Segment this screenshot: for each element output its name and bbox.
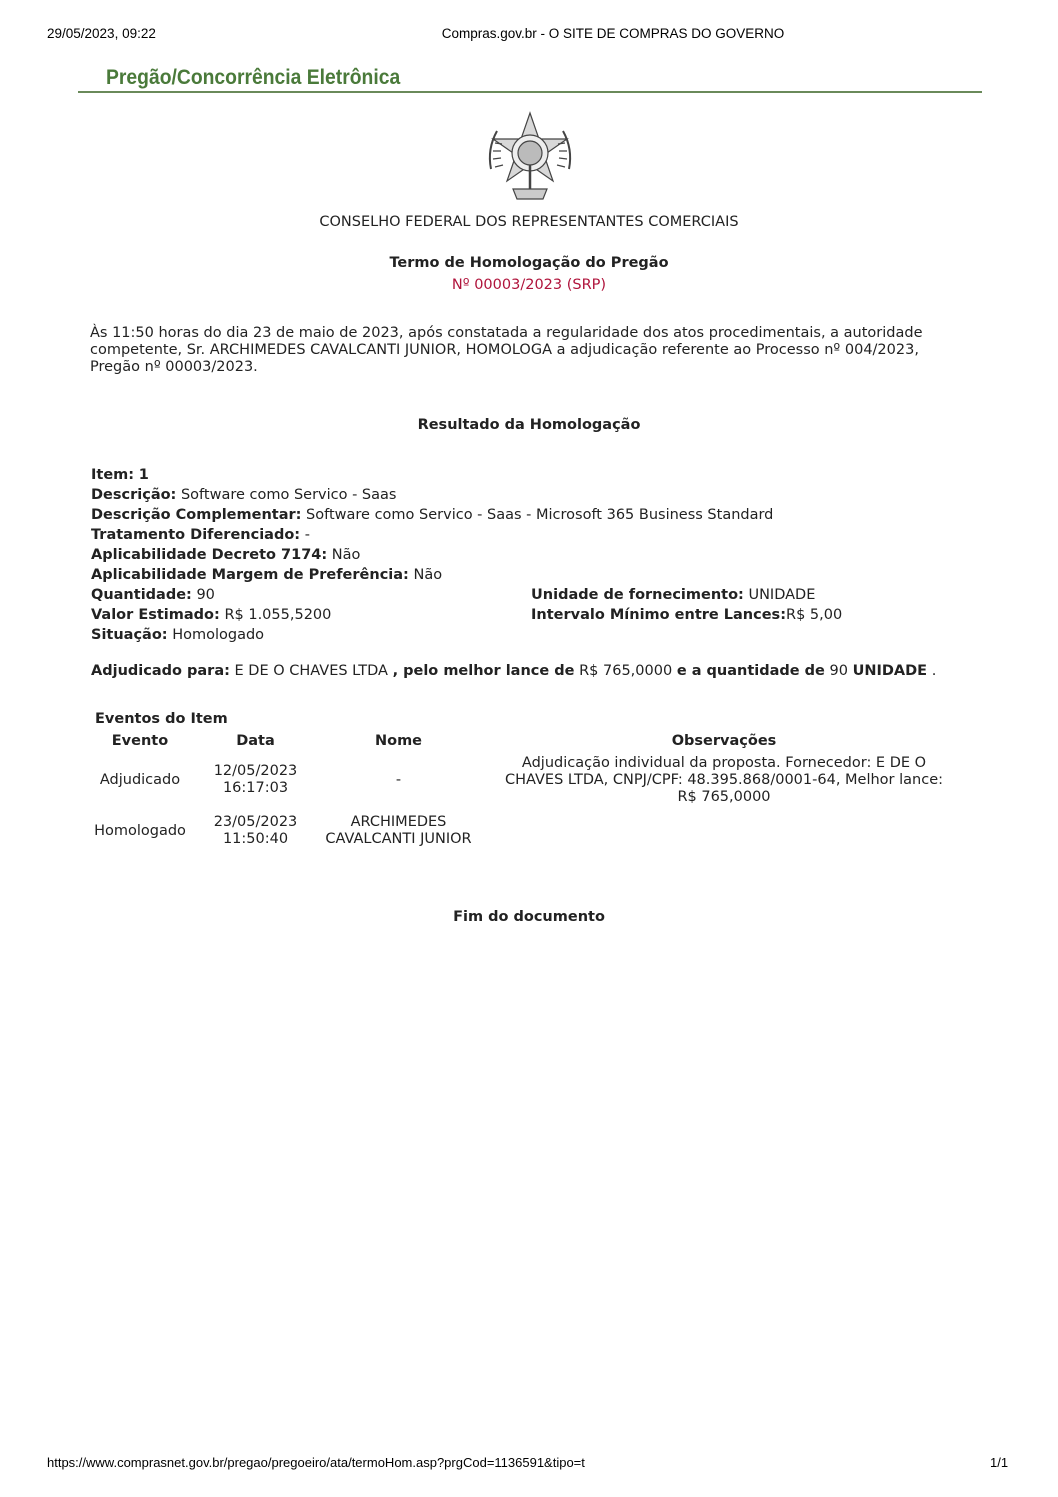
events-table (86, 731, 968, 853)
field-label: Situação: (91, 627, 168, 643)
event-date (194, 809, 317, 853)
adjudicated-company: E DE O CHAVES LTDA (234, 663, 388, 679)
field-value: Não (331, 547, 361, 563)
event-name-line: ARCHIMEDES (350, 814, 447, 830)
event-name-line: CAVALCANTI JUNIOR (325, 831, 472, 847)
intro-line: competente, Sr. ARCHIMEDES CAVALCANTI JUNIOR, HOMOLOGA a adjudicação referente ao Processo nº 004/2023, (90, 342, 919, 358)
end-of-document: Fim do documento (453, 909, 605, 925)
column-header: Observações (671, 733, 777, 749)
event-date (194, 751, 317, 809)
brand-divider (78, 91, 982, 93)
intro-line: Às 11:50 horas do dia 23 de maio de 2023, após constatada a regularidade dos atos procedimentais, a autoridade (90, 325, 923, 341)
column-header: Evento (111, 733, 169, 749)
field-value: Software como Servico - Saas (180, 487, 397, 503)
adjudicated-label: Adjudicado para: (91, 663, 230, 679)
item-treatment-row (91, 525, 773, 545)
event-name (317, 751, 480, 809)
print-page-title: Compras.gov.br - O SITE DE COMPRAS DO GOVERNO (441, 26, 785, 41)
item-status-row (91, 625, 773, 645)
field-value: Homologado (172, 627, 265, 643)
item-unit-row (531, 585, 842, 605)
event-time-line: 11:50:40 (222, 831, 289, 847)
item-interval-row (531, 605, 842, 625)
organ-name: CONSELHO FEDERAL DOS REPRESENTANTES COMERCIAIS (319, 214, 739, 230)
footer-page-number: 1/1 (990, 1455, 1009, 1470)
field-value: Software como Servico - Saas - Microsoft 365 Business Standard (306, 507, 774, 523)
table-row (86, 809, 968, 853)
field-label: Valor Estimado: (91, 607, 220, 623)
field-value: - (304, 527, 310, 543)
event-type: Homologado (94, 822, 186, 839)
table-row (86, 751, 968, 809)
print-datetime: 29/05/2023, 09:22 (47, 26, 156, 41)
events-title: Eventos do Item (95, 711, 228, 727)
field-label: Descrição Complementar: (91, 507, 302, 523)
event-name (317, 809, 480, 853)
event-name-line: - (395, 771, 402, 788)
column-header: Nome (374, 733, 423, 749)
obs-line: R$ 765,0000 (677, 788, 771, 805)
field-value: UNIDADE (748, 587, 816, 603)
field-label: Aplicabilidade Margem de Preferência: (91, 567, 409, 583)
event-date-line: 23/05/2023 (213, 814, 298, 830)
intro-line: Pregão nº 00003/2023. (90, 359, 258, 375)
homologation-intro (90, 325, 990, 376)
item-number-row (91, 465, 773, 485)
obs-line: CHAVES LTDA, CNPJ/CPF: 48.395.868/0001-64, Melhor lance: (504, 771, 944, 788)
item-right-column (531, 585, 842, 625)
footer-url[interactable]: https://www.comprasnet.gov.br/pregao/pregoeiro/ata/termoHom.asp?prgCod=1136591&tipo=t (47, 1455, 585, 1470)
item-complement-row (91, 505, 773, 525)
field-label: Item: (91, 467, 135, 483)
page-brand-title: Pregão/Concorrência Eletrônica (106, 66, 401, 89)
sentence-end: . (931, 663, 937, 679)
obs-line: Adjudicação individual da proposta. Fornecedor: E DE O (521, 754, 927, 771)
best-bid-label: , pelo melhor lance de (392, 663, 575, 679)
item-decree-row (91, 545, 773, 565)
event-time-line: 16:17:03 (222, 780, 289, 796)
column-header: Data (236, 733, 275, 749)
field-label: Tratamento Diferenciado: (91, 527, 301, 543)
field-label: Aplicabilidade Decreto 7174: (91, 547, 328, 563)
field-value: R$ 1.055,5200 (224, 607, 332, 623)
event-observations (480, 751, 968, 809)
event-observations (480, 809, 968, 853)
field-value: R$ 5,00 (786, 607, 843, 623)
item-description-row (91, 485, 773, 505)
field-label: Descrição: (91, 487, 177, 503)
events-header-row (86, 731, 968, 751)
field-value: 90 (196, 587, 215, 603)
result-title: Resultado da Homologação (417, 417, 641, 433)
event-date-line: 12/05/2023 (213, 763, 298, 779)
best-bid-value: R$ 765,0000 (579, 663, 673, 679)
document-title: Termo de Homologação do Pregão (389, 255, 669, 271)
quantity-value: 90 (829, 663, 848, 679)
item-margin-row (91, 565, 773, 585)
field-label: Intervalo Mínimo entre Lances: (531, 607, 786, 623)
adjudication-summary (91, 661, 936, 681)
document-number: Nº 00003/2023 (SRP) (451, 277, 607, 293)
event-type: Adjudicado (99, 771, 181, 788)
field-label: Quantidade: (91, 587, 192, 603)
field-value: 1 (138, 467, 149, 483)
field-value: Não (413, 567, 443, 583)
field-label: Unidade de fornecimento: (531, 587, 744, 603)
quantity-label: e a quantidade de (676, 663, 825, 679)
unit-value: UNIDADE (852, 663, 928, 679)
brazil-coat-of-arms-icon (483, 109, 577, 205)
